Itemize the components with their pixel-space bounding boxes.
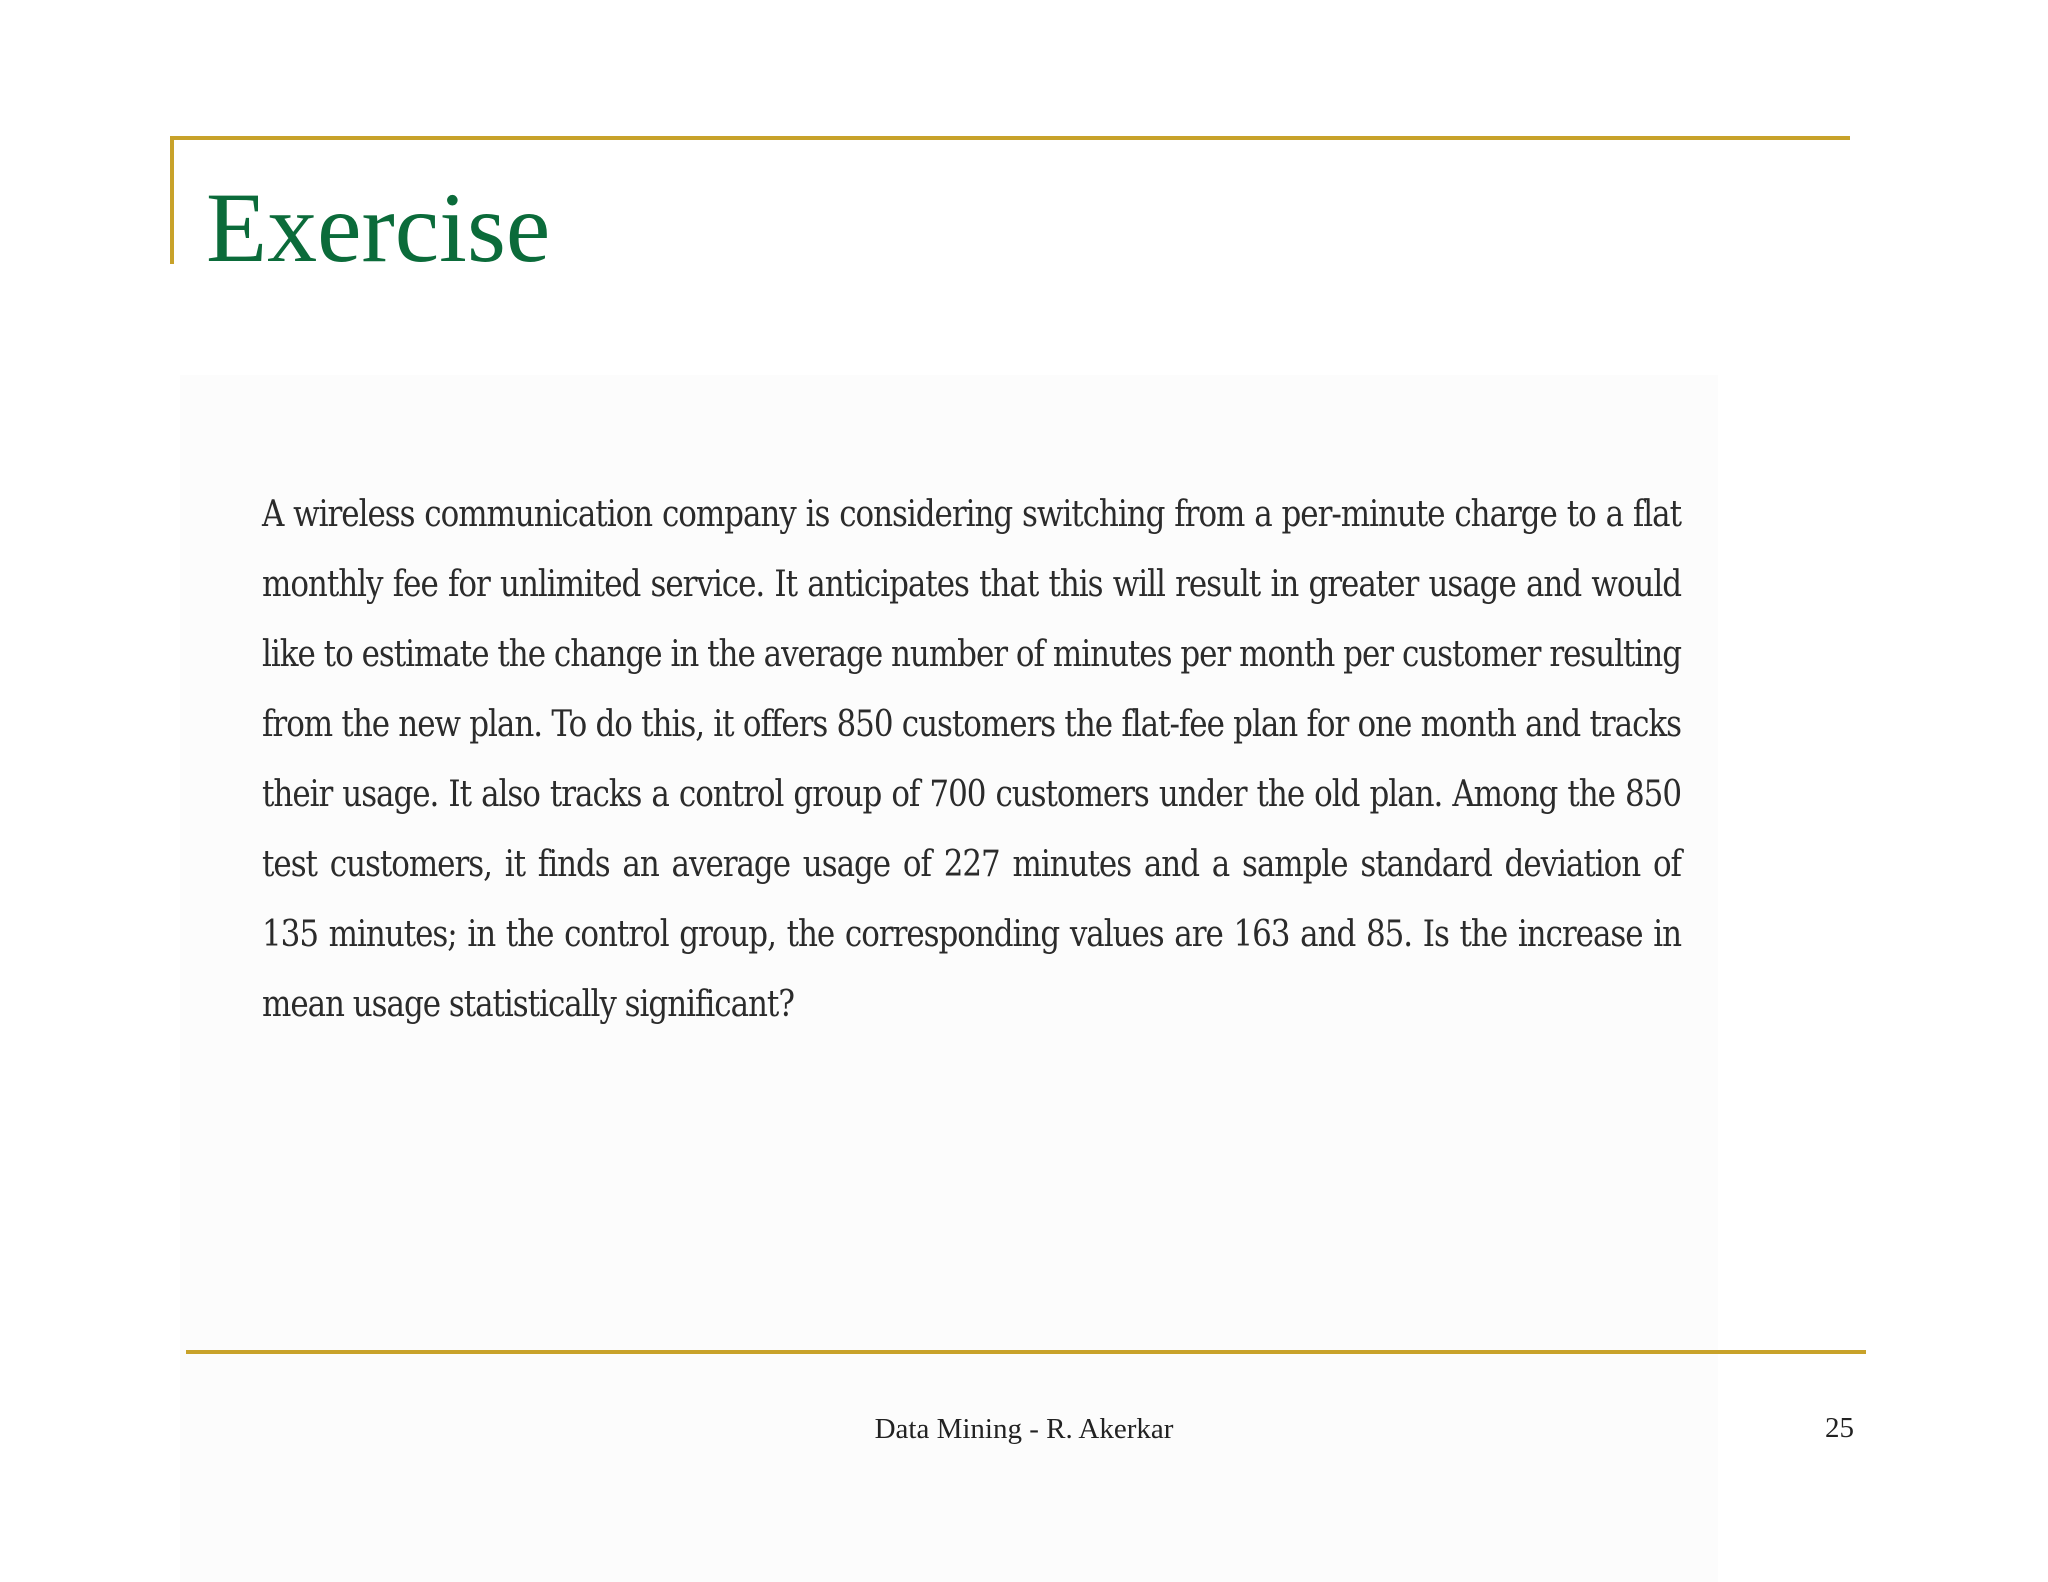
title-top-rule	[170, 136, 1850, 140]
slide-title: Exercise	[206, 172, 551, 283]
title-left-rule	[170, 136, 174, 264]
footer-text: Data Mining - R. Akerkar	[874, 1413, 1174, 1445]
page-number: 25	[1825, 1412, 1854, 1444]
exercise-text: A wireless communication company is considering switching from a per-minute charge to a flat monthly fee for unlimited service. It anticipates that this will result in greater usage and would like to estimate the change in the average number of minutes per month per customer resulting from the new plan. To do this, it offers 850 customers the flat-fee plan for one month and tracks their usage. It also tracks a control group of 700 customers under the old plan. Among the 850 test customers, it finds an average usage of 227 minutes and a sample standard deviation of 135 minutes; in the control group, the corresponding values are 163 and 85. Is the increase in mean usage statistically significant?	[262, 494, 1681, 1025]
footer-rule	[186, 1350, 1866, 1354]
